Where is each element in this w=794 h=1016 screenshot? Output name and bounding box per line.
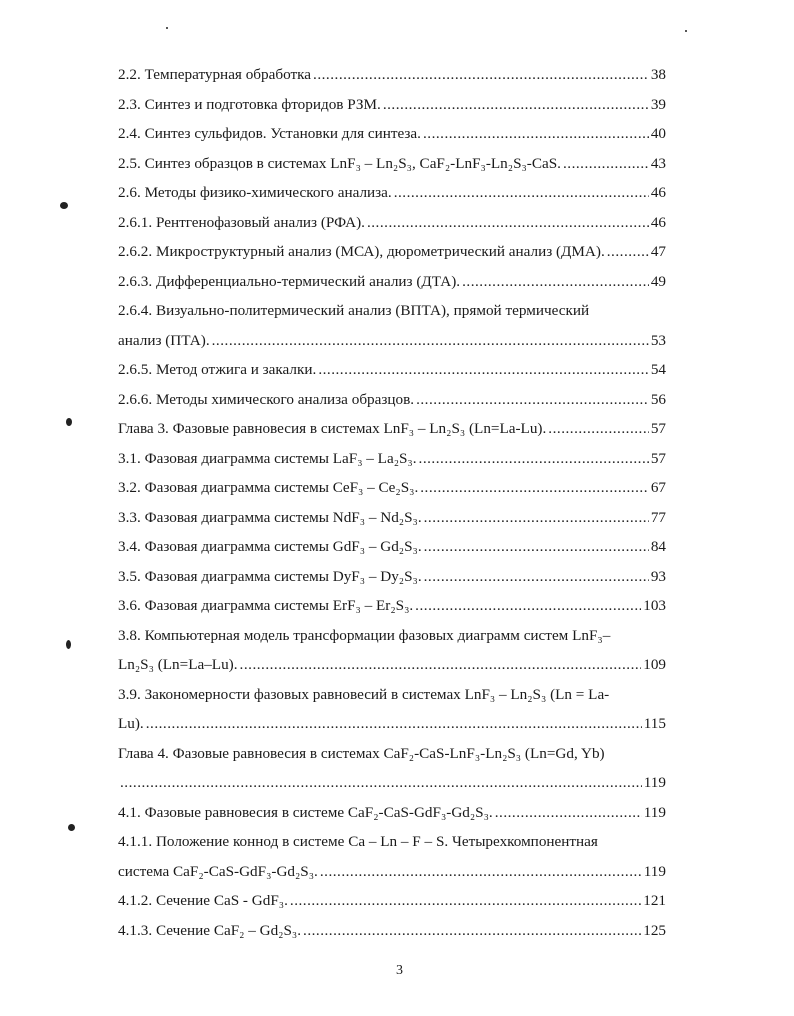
toc-entry-line: 4.1.1. Положение коннод в системе Ca – Ln – F – S. Четырехкомпонентная xyxy=(118,833,598,850)
leader-dots xyxy=(420,473,649,503)
leader-dots xyxy=(394,178,649,208)
leader-dots xyxy=(146,709,642,739)
toc-entry: Ln₂S₃ (Ln=La–Lu). ..... 109 xyxy=(118,650,666,680)
leader-dots xyxy=(424,532,649,562)
leader-dots xyxy=(563,149,649,179)
toc-entry: Глава 3. Фазовые равновесия в системах LnF₃ – Ln₂S₃ (Ln=La-Lu). ..... 57 xyxy=(118,414,666,444)
toc-entry: 2.6.1. Рентгенофазовый анализ (РФА). ..... 46 xyxy=(118,208,666,238)
toc-entry: 2.6.2. Микроструктурный анализ (МСА), дюрометрический анализ (ДМА). ..... 47 xyxy=(118,237,666,267)
toc-entry: 2.4. Синтез сульфидов. Установки для синтеза. ..... 40 xyxy=(118,119,666,149)
leader-dots xyxy=(120,768,642,798)
page-ref: 77 xyxy=(650,508,666,526)
leader-dots xyxy=(212,326,649,356)
leader-dots xyxy=(548,414,649,444)
toc-entry: 2.3. Синтез и подготовка фторидов РЗМ. ..... 39 xyxy=(118,90,666,120)
page-ref: 119 xyxy=(643,774,666,791)
page-ref: 93 xyxy=(650,567,666,585)
toc-entry: Lu). ..... 115 xyxy=(118,709,666,739)
toc-entry-line: 3.8. Компьютерная модель трансформации фазовых диаграмм систем LnF₃– xyxy=(118,626,611,644)
page-ref: 38 xyxy=(650,66,666,83)
scan-speck xyxy=(66,418,72,426)
scan-speck xyxy=(66,640,71,649)
page-ref: 39 xyxy=(650,95,666,113)
page-ref: 103 xyxy=(643,597,666,614)
page-ref: 47 xyxy=(650,243,666,260)
page-ref: 57 xyxy=(650,420,666,437)
scan-speck xyxy=(685,30,687,32)
toc-entry: 3.2. Фазовая диаграмма системы CeF₃ – Ce₂S₃. ..... 67 xyxy=(118,473,666,503)
table-of-contents xyxy=(118,60,666,945)
page-ref: 40 xyxy=(650,125,666,142)
leader-dots xyxy=(303,916,641,946)
toc-entry: 3.5. Фазовая диаграмма системы DyF₃ – Dy₂S₃. ..... 93 xyxy=(118,562,666,592)
toc-entry: 2.5. Синтез образцов в системах LnF₃ – Ln₂S₃, CaF₂-LnF₃-Ln₂S₃-CaS. ..... 43 xyxy=(118,149,666,179)
page-ref: 109 xyxy=(643,656,666,673)
leader-dots xyxy=(424,503,649,533)
toc-entry: 3.3. Фазовая диаграмма системы NdF₃ – Nd₂S₃. ..... 77 xyxy=(118,503,666,533)
leader-dots xyxy=(320,857,642,887)
leader-dots xyxy=(416,385,649,415)
leader-dots xyxy=(383,90,649,120)
toc-entry: 2.6.3. Дифференциально-термический анализ (ДТА). ..... 49 xyxy=(118,267,666,297)
leader-dots xyxy=(240,650,642,680)
leader-dots xyxy=(419,444,649,474)
toc-entry: 3.1. Фазовая диаграмма системы LaF₃ – La₂S₃. ..... 57 xyxy=(118,444,666,474)
toc-entry: 4.1.3. Сечение CaF₂ – Gd₂S₃. ..... 125 xyxy=(118,916,666,946)
page-ref: 119 xyxy=(643,803,666,821)
toc-entry xyxy=(118,768,666,798)
page-ref: 49 xyxy=(650,272,666,290)
page-ref: 56 xyxy=(650,390,666,408)
scan-speck xyxy=(60,202,68,209)
leader-dots xyxy=(290,886,641,916)
page-ref: 43 xyxy=(650,154,666,172)
scan-speck xyxy=(68,824,75,831)
toc-entry-line: 3.9. Закономерности фазовых равновесий в системах LnF₃ – Ln₂S₃ (Ln = La- xyxy=(118,685,610,703)
toc-entry: 4.1. Фазовые равновесия в системе CaF₂-CaS-GdF₃-Gd₂S₃. ..... 119 xyxy=(118,798,666,828)
leader-dots xyxy=(607,237,649,267)
leader-dots xyxy=(424,562,649,592)
toc-entry: анализ (ПТА). ..... 53 xyxy=(118,326,666,356)
page-ref: 46 xyxy=(650,184,666,201)
leader-dots xyxy=(318,355,649,385)
page-number: 3 xyxy=(396,963,403,978)
toc-entry: 2.6.5. Метод отжига и закалки. ..... 54 xyxy=(118,355,666,385)
page-ref: 84 xyxy=(650,538,666,555)
toc-entry: 3.4. Фазовая диаграмма системы GdF₃ – Gd₂S₃. ..... 84 xyxy=(118,532,666,562)
page-ref: 46 xyxy=(650,213,666,231)
leader-dots xyxy=(415,591,641,621)
toc-entry: система CaF₂-CaS-GdF₃-Gd₂S₃. ..... 119 xyxy=(118,857,666,887)
toc-entry: 3.6. Фазовая диаграмма системы ErF₃ – Er₂S₃. ..... 103 xyxy=(118,591,666,621)
toc-entry: 2.2. Температурная обработка ..... 38 xyxy=(118,60,666,90)
toc-entry: 2.6.6. Методы химического анализа образцов. ..... 56 xyxy=(118,385,666,415)
leader-dots xyxy=(495,798,642,828)
leader-dots xyxy=(313,60,649,90)
toc-entry: 2.6. Методы физико-химического анализа. ..... 46 xyxy=(118,178,666,208)
page-ref: 53 xyxy=(650,331,666,349)
leader-dots xyxy=(423,119,649,149)
page-ref: 115 xyxy=(643,715,666,732)
page-ref: 54 xyxy=(650,361,666,378)
page-ref: 125 xyxy=(643,921,666,939)
page-ref: 67 xyxy=(650,479,666,496)
leader-dots xyxy=(462,267,649,297)
toc-entry: 4.1.2. Сечение CaS - GdF₃. ..... 121 xyxy=(118,886,666,916)
toc-entry-line: Глава 4. Фазовые равновесия в системах CaF₂-CaS-LnF₃-Ln₂S₃ (Ln=Gd, Yb) xyxy=(118,744,605,762)
scan-speck xyxy=(166,27,168,29)
page-ref: 119 xyxy=(643,862,666,880)
leader-dots xyxy=(367,208,649,238)
page-ref: 57 xyxy=(650,449,666,467)
page-ref: 121 xyxy=(643,892,666,909)
toc-entry-line: 2.6.4. Визуально-политермический анализ (ВПТА), прямой термический xyxy=(118,302,590,319)
